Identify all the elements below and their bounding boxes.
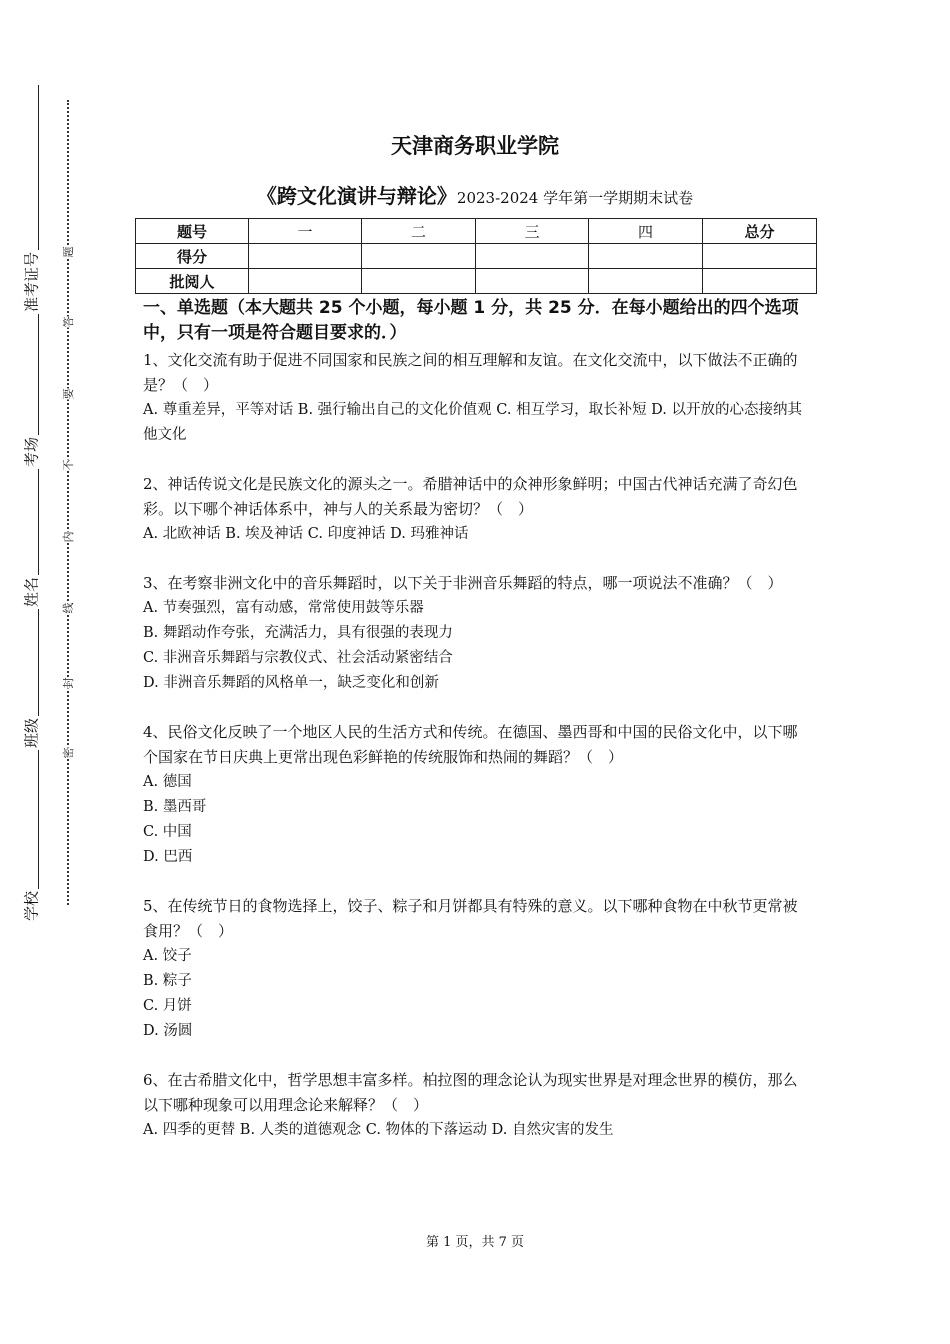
option-b: B. 舞蹈动作夸张，充满活力，具有很强的表现力 [143, 625, 453, 641]
school-label: 学校 [22, 890, 41, 922]
question-1 [143, 348, 811, 448]
admission-number-label: 准考证号 [22, 251, 41, 313]
question-4 [143, 720, 811, 870]
option-c: C. 中国 [143, 824, 192, 840]
option-a: A. 德国 [143, 774, 192, 790]
class-label: 班级 [22, 717, 41, 749]
seal-char: 要 [59, 389, 77, 400]
score-cell [476, 244, 589, 269]
binding-dotted-line [67, 100, 69, 905]
grader-row [136, 269, 817, 294]
column-header: 题号 [136, 219, 249, 244]
grader-cell [703, 269, 817, 294]
option-d: D. 非洲音乐舞蹈的风格单一，缺乏变化和创新 [143, 675, 439, 691]
option-a: A. 饺子 [143, 948, 192, 964]
score-cell [249, 244, 362, 269]
column-header: 三 [476, 219, 589, 244]
score-cell [589, 244, 703, 269]
grader-cell [589, 269, 703, 294]
seal-char: 答 [59, 317, 77, 328]
option-b: B. 粽子 [143, 973, 192, 989]
question-stem: 3、在考察非洲文化中的音乐舞蹈时，以下关于非洲音乐舞蹈的特点，哪一项说法不准确？（ ） [143, 574, 783, 592]
question-options: A. 四季的更替 B. 人类的道德观念 C. 物体的下落运动 D. 自然灾害的发生 [143, 1122, 614, 1138]
question-options: A. 尊重差异，平等对话 B. 强行输出自己的文化价值观 C. 相互学习，取长补短 D. 以开放的心态接纳其他文化 [143, 402, 803, 443]
grader-cell [476, 269, 589, 294]
seal-char: 线 [59, 603, 77, 614]
school-title: 天津商务职业学院 [391, 134, 559, 158]
exam-room-label: 考场 [22, 436, 41, 468]
option-c: C. 月饼 [143, 998, 192, 1014]
question-stem: 2、神话传说文化是民族文化的源头之一。希腊神话中的众神形象鲜明；中国古代神话充满了奇幻色彩。以下哪个神话体系中，神与人的关系最为密切？（ ） [143, 475, 798, 518]
score-row [136, 244, 817, 269]
grader-cell [362, 269, 476, 294]
question-options: A. 北欧神话 B. 埃及神话 C. 印度神话 D. 玛雅神话 [143, 526, 469, 542]
seal-char: 题 [59, 247, 77, 258]
seal-char: 内 [59, 532, 77, 543]
score-cell [703, 244, 817, 269]
column-header: 四 [589, 219, 703, 244]
question-stem: 4、民俗文化反映了一个地区人民的生活方式和传统。在德国、墨西哥和中国的民俗文化中，以下哪个国家在节日庆典上更常出现色彩鲜艳的传统服饰和热闹的舞蹈？（ ） [143, 723, 798, 766]
seal-char: 密 [59, 748, 77, 759]
section-heading: 一、单选题（本大题共 25 个小题，每小题 1 分，共 25 分．在每小题给出的四个选项中，只有一项是符合题目要求的．） [143, 298, 799, 343]
option-d: D. 汤圆 [143, 1023, 193, 1039]
binding-solid-line [38, 85, 39, 920]
question-6 [143, 1068, 811, 1143]
option-c: C. 非洲音乐舞蹈与宗教仪式、社会活动紧密结合 [143, 650, 453, 666]
seal-char: 不 [59, 460, 77, 471]
score-table [135, 218, 817, 294]
column-header: 一 [249, 219, 362, 244]
question-stem: 5、在传统节日的食物选择上，饺子、粽子和月饼都具有特殊的意义。以下哪种食物在中秋节更常被食用？（ ） [143, 897, 798, 940]
question-5 [143, 894, 811, 1044]
student-name-label: 姓名 [22, 576, 41, 608]
grader-cell [249, 269, 362, 294]
row-label: 批阅人 [136, 269, 249, 294]
score-table-header-row [136, 219, 817, 244]
term-title: 2023-2024 学年第一学期期末试卷 [456, 189, 694, 207]
option-d: D. 巴西 [143, 849, 193, 865]
column-header: 总分 [703, 219, 817, 244]
option-a: A. 节奏强烈，富有动感，常常使用鼓等乐器 [143, 600, 424, 616]
exam-content [143, 296, 811, 1167]
column-header: 二 [362, 219, 476, 244]
question-stem: 1、文化交流有助于促进不同国家和民族之间的相互理解和友谊。在文化交流中，以下做法不正确的是？（ ） [143, 351, 798, 394]
option-b: B. 墨西哥 [143, 799, 207, 815]
question-2 [143, 472, 811, 547]
seal-char: 封 [59, 678, 77, 689]
row-label: 得分 [136, 244, 249, 269]
page-number: 第 1 页，共 7 页 [425, 1235, 525, 1250]
question-stem: 6、在古希腊文化中，哲学思想丰富多样。柏拉图的理念论认为现实世界是对理念世界的模仿，那么以下哪种现象可以用理念论来解释？（ ） [143, 1071, 798, 1114]
score-cell [362, 244, 476, 269]
course-title: 《跨文化演讲与辩论》 [256, 184, 457, 208]
question-3 [143, 571, 811, 696]
exam-title [0, 180, 950, 209]
